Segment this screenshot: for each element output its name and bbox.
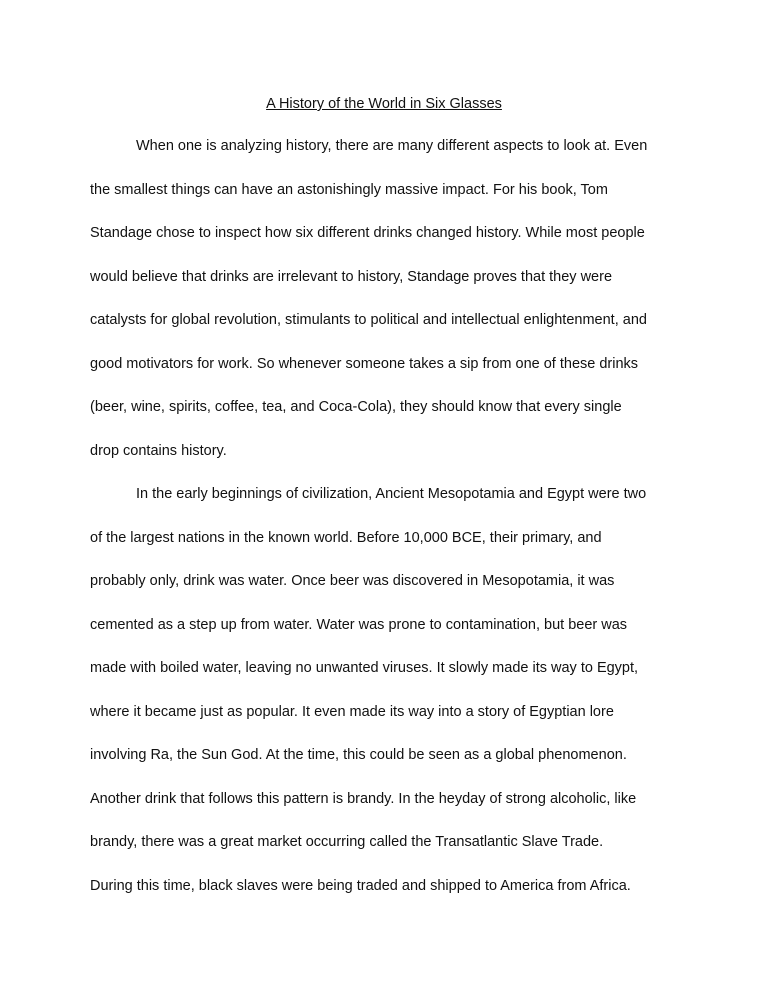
paragraph-2-line-4: cemented as a step up from water. Water was prone to contamination, but beer was (90, 616, 628, 633)
paragraph-1-line-3: Standage chose to inspect how six different drinks changed history. While most people (90, 225, 645, 241)
paragraph-1-line-5: catalysts for global revolution, stimulants to political and intellectual enlightenment, and (90, 312, 647, 328)
paragraph-1-line-7: (beer, wine, spirits, coffee, tea, and Coca-Cola), they should know that every single (90, 399, 622, 415)
document-body (90, 136, 690, 919)
paragraph-2-line-5: made with boiled water, leaving no unwanted viruses. It slowly made its way to Egypt, (90, 660, 639, 676)
paragraph-1-line-2: the smallest things can have an astonishingly massive impact. For his book, Tom (90, 181, 608, 198)
paragraph-1-line-8: drop contains history. (90, 442, 227, 459)
document-title: A History of the World in Six Glasses (266, 96, 502, 112)
paragraph-2-line-2: of the largest nations in the known world. Before 10,000 BCE, their primary, and (90, 529, 602, 546)
paragraph-1-line-1: When one is analyzing history, there are many different aspects to look at. Even (136, 138, 648, 154)
paragraph-2-line-1: In the early beginnings of civilization, Ancient Mesopotamia and Egypt were two (136, 486, 647, 502)
paragraph-2-line-9: brandy, there was a great market occurring called the Transatlantic Slave Trade. (90, 834, 604, 850)
paragraph-1-line-6: good motivators for work. So whenever someone takes a sip from one of these drinks (90, 355, 639, 372)
paragraph-2-line-3: probably only, drink was water. Once beer was discovered in Mesopotamia, it was (90, 573, 615, 589)
paragraph-2-line-7: involving Ra, the Sun God. At the time, this could be seen as a global phenomenon. (90, 747, 627, 763)
paragraph-2-line-8: Another drink that follows this pattern is brandy. In the heyday of strong alcoholic, like (90, 790, 637, 807)
paragraph-2-line-10: During this time, black slaves were being traded and shipped to America from Africa. (90, 877, 631, 894)
paragraph-2-line-6: where it became just as popular. It even made its way into a story of Egyptian lore (90, 703, 614, 720)
paragraph-1-line-4: would believe that drinks are irrelevant to history, Standage proves that they were (90, 268, 613, 285)
